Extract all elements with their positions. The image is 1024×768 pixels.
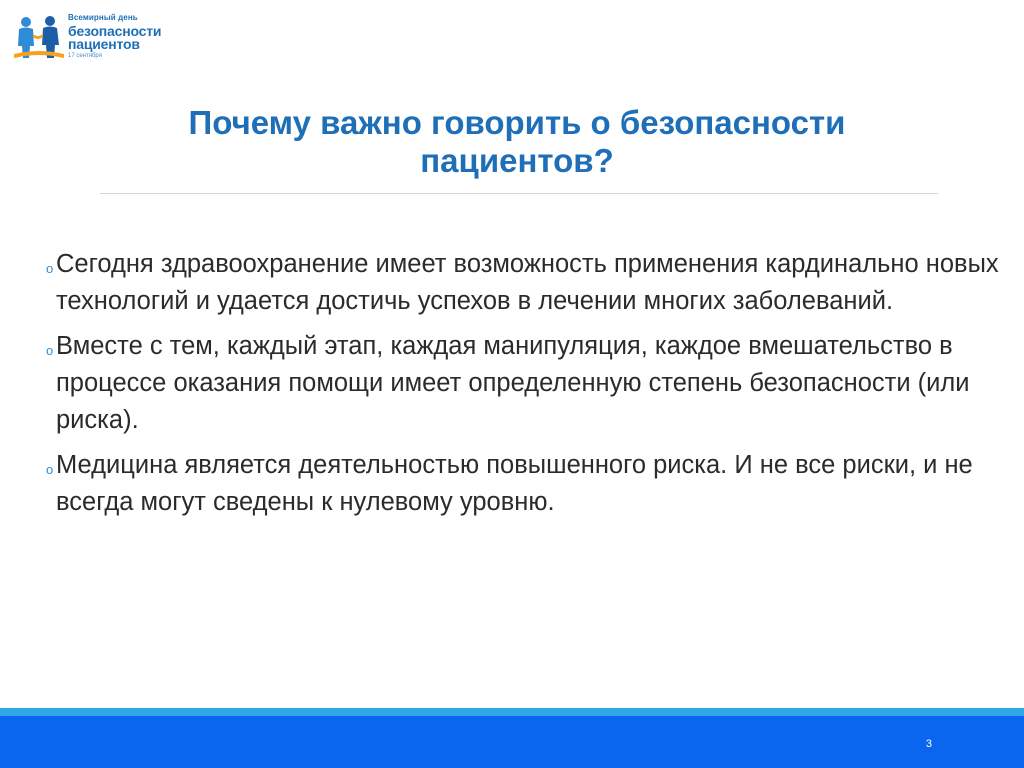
logo-line-2: безопасности	[68, 23, 162, 39]
event-logo	[14, 10, 194, 62]
bullet-marker-icon: o	[46, 343, 54, 358]
footer-stripe	[0, 708, 1024, 716]
logo-text	[68, 14, 161, 59]
page-number: 3	[925, 738, 932, 750]
logo-line-4: 17 сентября	[68, 53, 102, 59]
bullet-marker-icon: o	[46, 261, 54, 276]
bullet-text: Вместе с тем, каждый этап, каждая манипуляция, каждое вмешательство в процессе оказания помощи имеет определенную степень безопасности (или риска).	[56, 332, 970, 434]
bullet-item	[46, 246, 1006, 320]
footer-bar	[0, 716, 1024, 768]
bullet-marker-icon: o	[46, 462, 54, 477]
slide-title: Почему важно говорить о безопасности пациентов?	[188, 104, 846, 179]
bullet-list	[46, 246, 1006, 529]
bullet-item	[46, 328, 1006, 439]
bullet-text: Медицина является деятельностью повышенного риска. И не все риски, и не всегда могут сведены к нулевому уровню.	[56, 451, 973, 516]
title-divider	[100, 193, 938, 194]
bullet-item	[46, 447, 1006, 521]
bullet-text: Сегодня здравоохранение имеет возможность применения кардинально новых технологий и удается достичь успехов в лечении многих заболеваний.	[56, 250, 999, 315]
logo-line-1: Всемирный день	[68, 13, 138, 22]
people-logo-icon	[14, 14, 64, 60]
logo-line-3: пациентов	[68, 36, 140, 52]
